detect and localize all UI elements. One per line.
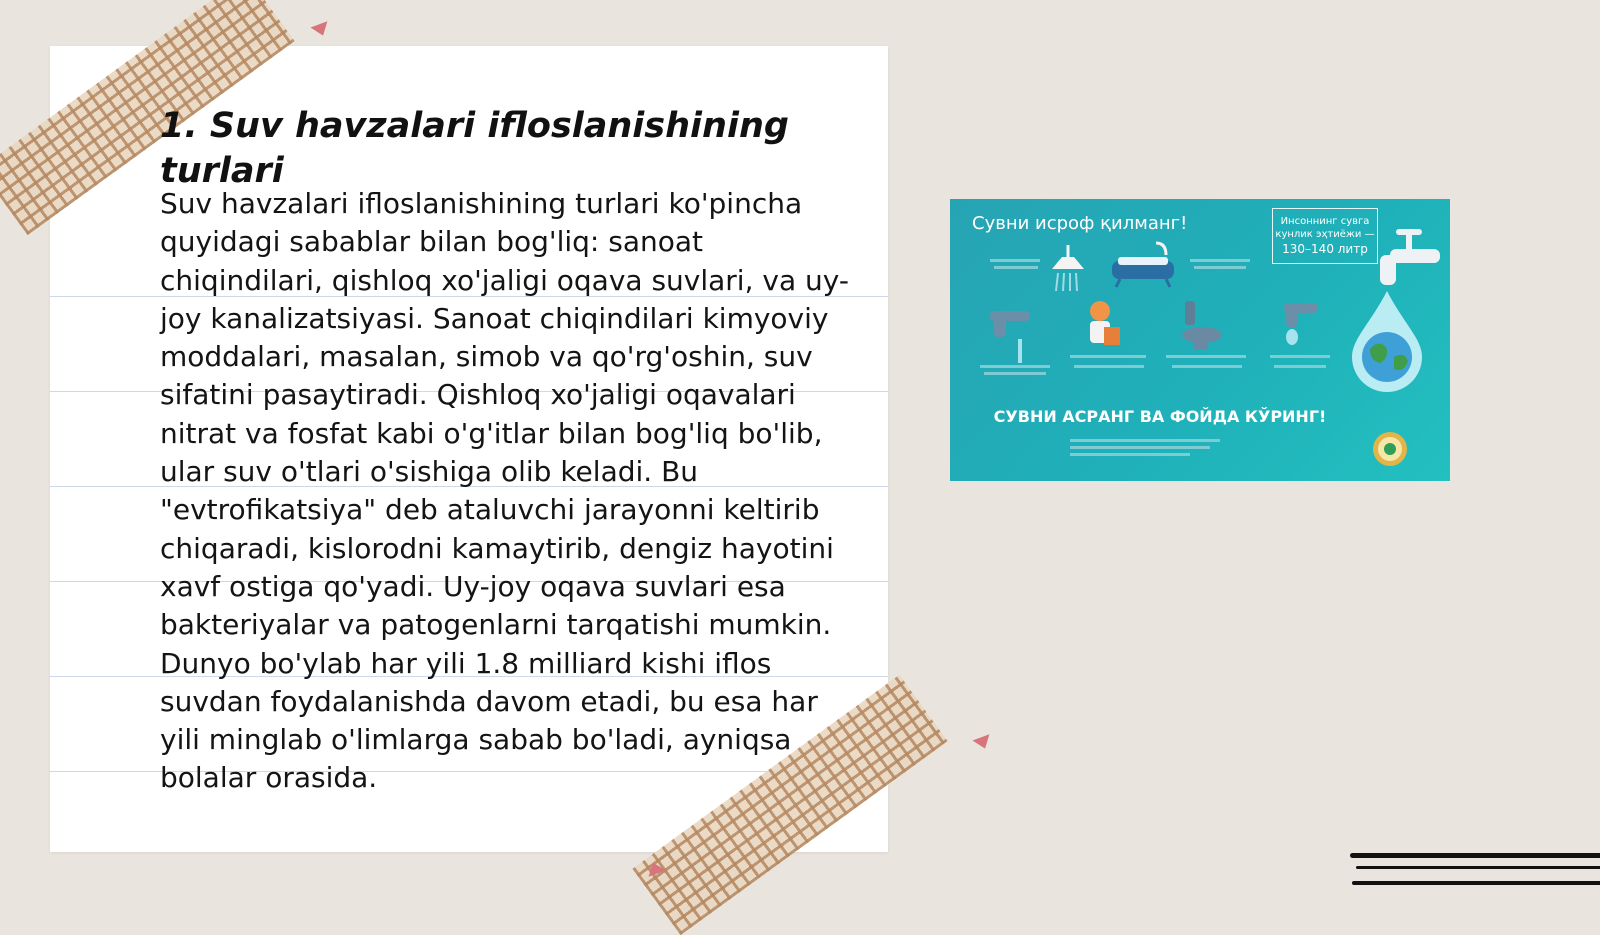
poster-info-box (1272, 208, 1378, 264)
brush-stroke (1352, 881, 1600, 885)
brush-stroke (1350, 853, 1600, 858)
water-poster-image (950, 199, 1450, 481)
girl-dishes-icon (1090, 301, 1120, 345)
tap-icon (990, 311, 1030, 363)
poster-slogan: СУВНИ АСРАНГ ВА ФОЙДА КЎРИНГ! (993, 407, 1327, 426)
pin-icon (310, 21, 331, 38)
slide-body-text: Suv havzalari ifloslanishining turlari ko'pincha quyidagi sabablar bilan bog'liq: sanoat chiqindilari, qishloq xo'jaligi oqava suvlari, va uy-joy kanalizatsiyasi. Sanoat chiqindilari kimyoviy moddalari, masalan, simob va qo'rg'oshin, suv sifatini pasaytiradi. Qishloq xo'jaligi oqavalari nitrat va fosfat kabi o'g'itlar bilan bog'liq bo'lib, ular suv o'tlari o'sishiga olib keladi. Bu "evtrofikatsiya" deb ataluvchi jarayonni keltirib chiqaradi, kislorodni kamaytirib, dengiz hayotini xavf ostiga qo'yadi. Uy-joy oqava suvlari esa bakteriyalar va patogenlarni tarqatishi mumkin. Dunyo bo'ylab har yili 1.8 milliard kishi iflos suvdan foydalanishda davom etadi, bu esa har yili minglab o'limlarga sabab bo'ladi, ayniqsa bolalar orasida. (160, 187, 849, 795)
brush-stroke (1356, 866, 1600, 869)
shower-icon (1052, 245, 1084, 291)
poster-caption-lines (980, 259, 1330, 456)
pin-icon (972, 734, 993, 751)
toilet-icon (1182, 301, 1222, 349)
tap-icon (1284, 303, 1318, 345)
bathtub-icon (1112, 243, 1174, 287)
poster-box-line: кунлик эҳтиёжи — (1275, 229, 1375, 240)
poster-box-line: Инсоннинг сувга (1280, 216, 1370, 227)
faucet-icon (1380, 229, 1440, 285)
poster-heading: Сувни исроф қилманг! (972, 213, 1188, 234)
emblem-icon (1373, 432, 1407, 466)
earth-drop-icon (1352, 291, 1422, 392)
poster-box-litres: 130–140 литр (1282, 242, 1368, 256)
slide-title: 1. Suv havzalari ifloslanishining turlari (160, 106, 789, 191)
